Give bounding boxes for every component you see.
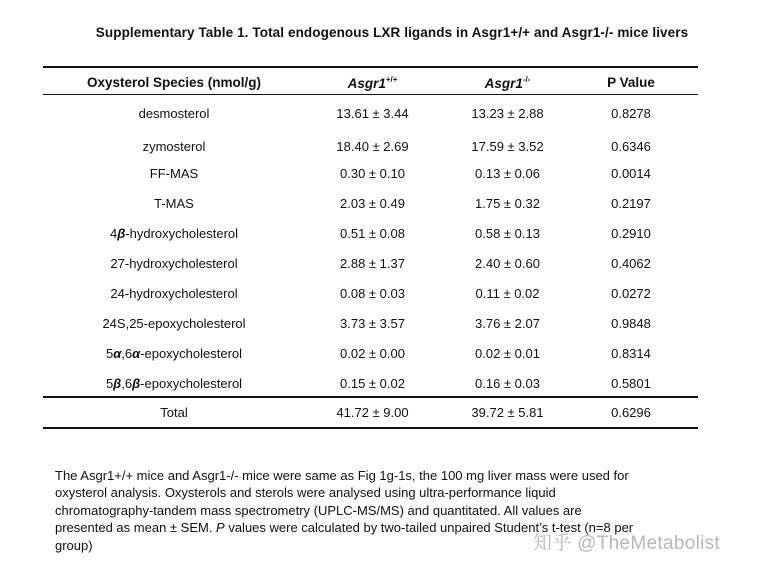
- species-text: desmosterol: [138, 106, 210, 121]
- footnote-text: presented as mean ± SEM.: [55, 520, 217, 536]
- header-rule: [43, 94, 698, 95]
- wt-value-cell: 0.15 ± 0.02: [340, 376, 405, 391]
- species-text: 5: [105, 376, 114, 391]
- top-rule: [43, 66, 698, 68]
- ko-value-cell: 17.59 ± 3.52: [471, 139, 544, 154]
- species-name-cell: [43, 139, 305, 154]
- wt-value-cell: 2.03 ± 0.49: [340, 196, 405, 211]
- table-title: Supplementary Table 1. Total endogenous LXR ligands in Asgr1+/+ and Asgr1-/- mice livers: [95, 25, 689, 40]
- greek-symbol: β: [113, 376, 122, 391]
- p-value-cell: 0.2197: [611, 196, 651, 211]
- bottom-rule: [43, 427, 698, 429]
- p-value-cell: 0.4062: [611, 256, 651, 271]
- header-ko: [440, 75, 575, 91]
- ko-value-cell: 0.11 ± 0.02: [475, 286, 540, 301]
- species-text: ,6: [121, 346, 133, 361]
- species-name-cell: [43, 106, 305, 121]
- ko-value-cell: 0.58 ± 0.13: [475, 226, 540, 241]
- header-p: P Value: [607, 75, 655, 90]
- ko-value-cell: 0.13 ± 0.06: [475, 166, 540, 181]
- total-p: 0.6296: [611, 405, 651, 420]
- p-value-cell: 0.0272: [611, 286, 651, 301]
- wt-value-cell: 0.30 ± 0.10: [340, 166, 405, 181]
- species-text: ,6: [121, 376, 133, 391]
- footnote-line: group): [55, 537, 93, 553]
- p-value-cell: 0.2910: [611, 226, 651, 241]
- species-name-cell: [43, 166, 305, 181]
- ko-value-cell: 13.23 ± 2.88: [471, 106, 544, 121]
- header-ko-sup: -/-: [522, 75, 531, 84]
- p-value-cell: 0.8314: [611, 346, 651, 361]
- greek-symbol: β: [117, 226, 126, 241]
- ko-value-cell: 0.16 ± 0.03: [475, 376, 540, 391]
- greek-symbol: α: [113, 346, 122, 361]
- species-text: 24-hydroxycholesterol: [110, 286, 238, 301]
- header-species: Oxysterol Species (nmol/g): [86, 75, 262, 90]
- species-text: T-MAS: [154, 196, 194, 211]
- p-value-cell: 0.6346: [611, 139, 651, 154]
- species-text: zymosterol: [142, 139, 206, 154]
- species-text: 5: [105, 346, 114, 361]
- ko-value-cell: 2.40 ± 0.60: [475, 256, 540, 271]
- wt-value-cell: 0.51 ± 0.08: [340, 226, 405, 241]
- p-value-cell: 0.8278: [611, 106, 651, 121]
- greek-symbol: α: [132, 346, 141, 361]
- species-name-cell: [43, 376, 305, 391]
- footnote-line: chromatography-tandem mass spectrometry (UPLC-MS/MS) and quantitated. All values are: [55, 502, 582, 518]
- ko-value-cell: 1.75 ± 0.32: [475, 196, 540, 211]
- total-ko: 39.72 ± 5.81: [471, 405, 544, 420]
- footnote-italic-p: P: [216, 520, 225, 536]
- wt-value-cell: 0.02 ± 0.00: [340, 346, 405, 361]
- p-value-cell: 0.0014: [611, 166, 651, 181]
- greek-symbol: β: [132, 376, 141, 391]
- footnote-line: The Asgr1+/+ mice and Asgr1-/- mice were same as Fig 1g-1s, the 100 mg liver mass were used for: [55, 468, 629, 483]
- ko-value-cell: 3.76 ± 2.07: [475, 316, 540, 331]
- ko-value-cell: 0.02 ± 0.01: [475, 346, 540, 361]
- species-text: -epoxycholesterol: [140, 346, 243, 361]
- species-name-cell: [43, 346, 305, 361]
- wt-value-cell: 18.40 ± 2.69: [336, 139, 409, 154]
- total-wt: 41.72 ± 9.00: [336, 405, 409, 420]
- species-name-cell: [43, 226, 305, 241]
- species-text: -hydroxycholesterol: [125, 226, 239, 241]
- species-text: FF-MAS: [149, 166, 199, 181]
- wt-value-cell: 13.61 ± 3.44: [336, 106, 409, 121]
- footnote-line: oxysterol analysis. Oxysterols and sterols were analysed using ultra-performance liquid: [55, 485, 556, 501]
- species-text: 27-hydroxycholesterol: [110, 256, 238, 271]
- species-text: 24S,25-epoxycholesterol: [102, 316, 246, 331]
- header-wt-sup: +/+: [385, 75, 398, 84]
- header-ko-name: Asgr1: [484, 76, 523, 91]
- species-text: 4: [109, 226, 118, 241]
- footnote-text: values were calculated by two-tailed unpaired Student’s t-test (n=8 per: [224, 520, 634, 536]
- species-name-cell: [43, 196, 305, 211]
- wt-value-cell: 2.88 ± 1.37: [340, 256, 405, 271]
- wt-value-cell: 0.08 ± 0.03: [340, 286, 405, 301]
- p-value-cell: 0.9848: [611, 316, 651, 331]
- total-rule: [43, 396, 698, 398]
- species-name-cell: [43, 316, 305, 331]
- species-text: -epoxycholesterol: [140, 376, 243, 391]
- header-wt: [305, 75, 440, 91]
- wt-value-cell: 3.73 ± 3.57: [340, 316, 405, 331]
- p-value-cell: 0.5801: [611, 376, 651, 391]
- header-wt-name: Asgr1: [347, 76, 386, 91]
- species-name-cell: [43, 256, 305, 271]
- total-label: Total: [160, 405, 188, 420]
- watermark: 知乎 @TheMetabolist: [533, 533, 721, 554]
- species-name-cell: [43, 286, 305, 301]
